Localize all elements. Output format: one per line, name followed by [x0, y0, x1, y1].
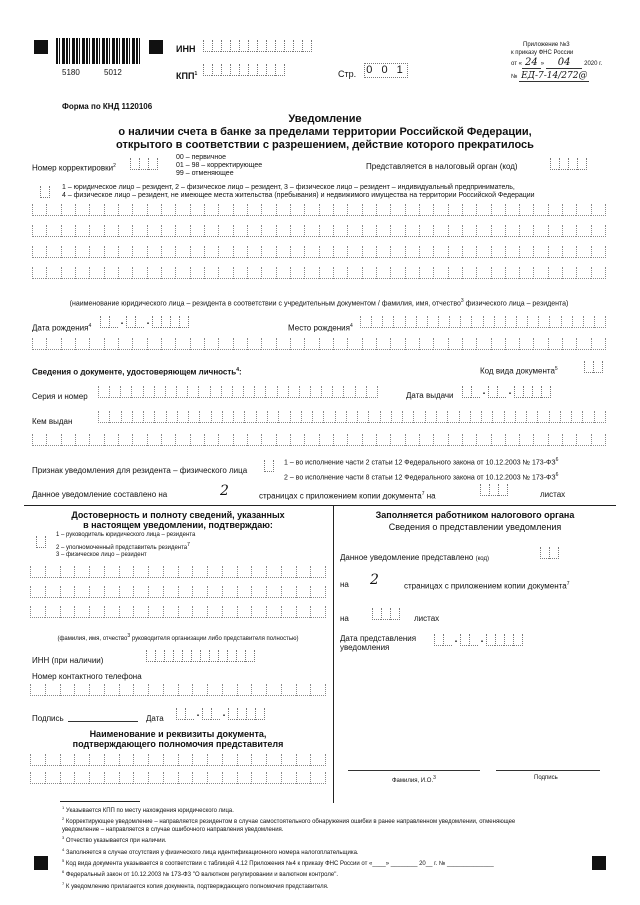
signer-fio-grid[interactable] [30, 566, 326, 618]
corner-marker-top-mid [149, 40, 163, 54]
column-divider [333, 505, 334, 803]
resident-sign-label: Признак уведомления для резидента – физического лица [32, 466, 248, 475]
birth-date-label: Дата рождения$^4$ [32, 323, 92, 333]
phone-grid[interactable] [30, 684, 326, 696]
footnote-7: $^7$ К уведомлению прилагается копия документа, подтверждающего полномочия представителя. [62, 880, 329, 890]
sign-date-field[interactable]: . . [176, 708, 265, 720]
presented-date-field[interactable]: . . [434, 634, 523, 646]
left-block-title: Достоверность и полноту сведений, указанных в настоящем уведомлении, подтверждаю: [71, 510, 285, 530]
name-caption: (наименование юридического лица – резидента в соответствии с учредительным документом / фамилия, имя, отчество$^3$ физического лица – резидента) [69, 298, 569, 308]
issue-date-label: Дата выдачи [406, 391, 454, 400]
footnotes [62, 804, 602, 891]
appendix-date: от « 24 » 04 2020 г. [511, 57, 603, 68]
signature-line[interactable] [68, 721, 138, 722]
resident-sign-options: 1 – во исполнение части 2 статьи 12 Федерального закона от 10.12.2003 № $173-ФЗ^6$ 2 – во исполнение части 8 статьи 12 Федерального закона от 10.12.2003 № $173-ФЗ^6$ [284, 457, 559, 482]
footnote-6: $^6$ Федеральный закон от 10.12.2003 № 173-ФЗ "О валютном регулировании и валютном контроле". [62, 869, 339, 879]
resident-sign-field[interactable] [264, 460, 274, 472]
doc-kind-label: Код вида документа$^5$ [480, 366, 558, 376]
series-number-label: Серия и номер [32, 392, 88, 401]
right-block-subtitle: Сведения о представлении уведомления [388, 522, 562, 532]
birth-date-field[interactable]: . . [100, 316, 189, 328]
kpp-label: КПП$^1$ [176, 71, 198, 81]
footnote-2-cont: уведомление – направляется в случае ошибочного направления уведомления. [62, 826, 284, 833]
signer-inn-label: ИНН (при наличии) [32, 656, 104, 665]
name-grid[interactable] [32, 204, 606, 279]
signer-type-options: 1 – руководитель юридического лица – резидента 2 – уполномоченный представитель резидента$^7$ 3 – физическое лицо – резидент [56, 532, 196, 558]
barcode-number-right: 5012 [104, 68, 122, 77]
footnote-3: $^3$ Отчество указывается при наличии. [62, 835, 167, 845]
officer-sign-label: Подпись [534, 775, 558, 781]
composed-sheets-field[interactable] [480, 484, 508, 496]
footnote-2: $^2$ Корректирующее уведомление – направляется резидентом в случае самостоятельного обнаружения ошибки в ранее направленном уведомлении, отменяющее [62, 816, 516, 826]
corner-marker-top-left [34, 40, 48, 54]
right-block-title: Заполняется работником налогового органа [375, 510, 575, 520]
person-type-field[interactable] [40, 186, 50, 198]
kpp-field[interactable] [203, 64, 285, 76]
appendix-line1: Приложение №3 [523, 42, 570, 48]
person-type-options: 1 – юридическое лицо – резидент, 2 – физическое лицо – резидент, 3 – физическое лицо – резидент – индивидуальный предприниматель, 4 – физическое лицо – резидент, не имеющее места жительства (пребывания) и недвижимого имущества на территории Российской Федерации [62, 184, 535, 199]
page-label: Стр. [338, 69, 357, 79]
correction-options: 00 – первичное 01 – 98 – корректирующее 99 – отменяющее [176, 154, 263, 177]
footnote-divider [60, 801, 140, 802]
phone-label: Номер контактного телефона [32, 672, 142, 681]
identity-doc-label: Сведения о документе, удостоверяющем личность$^4$: [32, 367, 242, 377]
issued-by-grid-2[interactable] [32, 434, 606, 446]
tax-authority-label: Представляется в налоговый орган (код) [366, 162, 518, 171]
presented-on2-label: на [340, 614, 349, 623]
tax-authority-code-field[interactable] [550, 158, 587, 170]
composed-sheets-label: листах [540, 490, 566, 499]
presented-label: Данное уведомление представлено (код) [340, 553, 489, 562]
barcode [56, 38, 142, 64]
inn-field[interactable] [203, 40, 312, 52]
officer-fio-line[interactable] [348, 770, 480, 771]
doc-kind-field[interactable] [584, 361, 603, 373]
presented-code-field[interactable] [540, 547, 559, 559]
footnote-1: $^1$ Указывается КПП по месту нахождения юридического лица. [62, 805, 234, 814]
presented-sheets-label: листах [414, 614, 440, 623]
inn-label: ИНН [176, 44, 196, 54]
authority-doc-grid[interactable] [30, 754, 326, 784]
officer-fio-label: Фамилия, И.О.$^3$ [392, 775, 436, 784]
appendix-line2: к приказу ФНС России [511, 50, 574, 56]
issue-date-field[interactable]: . . [462, 386, 551, 398]
series-number-grid[interactable] [98, 386, 378, 398]
signature-label: Подпись [32, 714, 64, 723]
form-title: Уведомление о наличии счета в банке за пределами территории Российской Федерации, открытого в соответствии с разрешением, действие которого прекратилось [116, 113, 534, 151]
composed-pages-value[interactable]: 2 [220, 483, 229, 499]
presented-sheets-field[interactable] [372, 608, 400, 620]
issued-by-label: Кем выдан [32, 417, 73, 426]
footnote-4: $^4$ Заполняется в случае отсутствия у физического лица идентификационного номера налогоплательщика. [62, 846, 359, 856]
section-divider [24, 505, 616, 506]
signer-inn-field[interactable] [146, 650, 255, 662]
appendix-number: № ЕД-7-14/272@ [511, 71, 588, 81]
page-number-field[interactable]: 0 0 1 [364, 63, 408, 78]
officer-sign-line[interactable] [496, 770, 600, 771]
birth-place-label: Место рождения$^4$ [288, 323, 353, 333]
correction-number-field[interactable] [130, 158, 158, 170]
correction-label: Номер корректировки$^2$ [32, 163, 116, 173]
barcode-number-left: 5180 [62, 68, 80, 77]
issued-by-grid[interactable] [98, 411, 606, 429]
footnote-5: $^5$ Код вида документа указывается в соответствии с таблицей 4.12 Приложения №4 к приказу ФНС России от «____» ________ 20__ г. № ______________ [62, 858, 494, 868]
signer-type-field[interactable] [36, 536, 46, 548]
presented-pages-text: страницах с приложением копии документа$^7$ [404, 581, 570, 591]
signer-fio-caption: (фамилия, имя, отчество$^3$ руководителя организации либо представителя полностью) [57, 633, 299, 642]
birth-place-grid-2[interactable] [32, 338, 606, 350]
presented-pages-value[interactable]: 2 [370, 572, 379, 588]
composed-label: Данное уведомление составлено на [32, 490, 168, 499]
birth-place-grid[interactable] [360, 316, 606, 328]
sign-date-label: Дата [146, 714, 164, 723]
corner-marker-bottom-left [34, 856, 48, 870]
form-knd-code: Форма по КНД 1120106 [62, 102, 153, 111]
presented-date-label: Дата представления уведомления [340, 634, 417, 652]
authority-doc-title: Наименование и реквизиты документа, подтверждающего полномочия представителя [72, 729, 284, 749]
presented-on-label: на [340, 580, 349, 589]
composed-middle: страницах с приложением копии документа$^7$ на [259, 491, 436, 501]
